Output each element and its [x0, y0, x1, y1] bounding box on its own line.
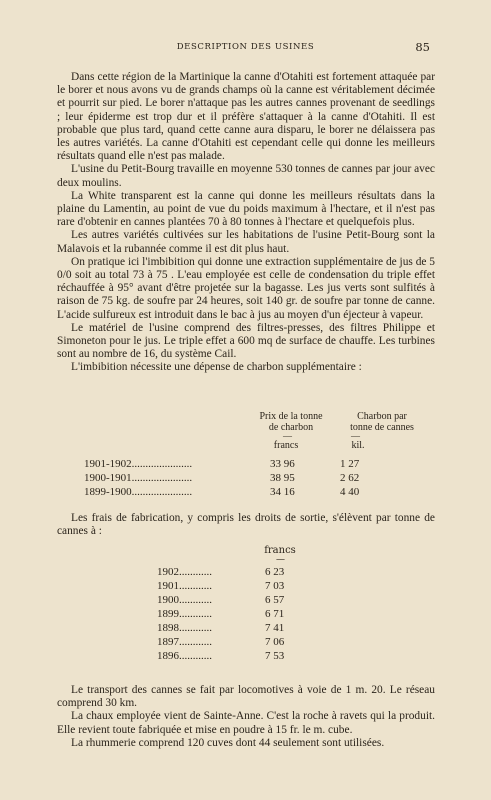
- paragraph: La rhummerie comprend 120 cuves dont 44 seulement sont utilisées.: [71, 736, 385, 749]
- price-cell: 38 95: [270, 472, 295, 484]
- dot-leader: ............: [179, 608, 212, 620]
- year-cell: [157, 580, 212, 593]
- page-number: 85: [415, 40, 430, 54]
- year-label: 1897: [157, 636, 179, 648]
- dot-leader: ............: [179, 636, 212, 648]
- value-cell: 7 41: [265, 622, 285, 634]
- unit-francs: francs: [264, 545, 296, 556]
- year-label: 1896: [157, 650, 179, 662]
- paragraph: Dans cette région de la Martinique la canne d'Otahiti est fortement attaquée par le borer et nous avons vu de grands champs où la canne est véritablement décimée et pourrit sur pied. Le borer n'attaque pas les autres cannes provenant de seedlings ; leur épiderme est trop dur et il préfère s'attaquer à la canne d'Otahiti. Il est probable que plus tard, quand cette canne aura disparu, le borer ne délaissera pas les autres variétés. La canne d'Otahiti est cependant celle qui donne les meilleurs résultats quand elle n'est pas malade.: [57, 71, 435, 163]
- dot-leader: ......................: [131, 486, 193, 498]
- year-cell: [157, 594, 212, 607]
- coal-cell: 2 62: [340, 472, 360, 484]
- running-header: [0, 42, 491, 56]
- rule-mark: —: [276, 555, 285, 565]
- value-cell: 7 06: [265, 636, 285, 648]
- price-cell: 34 16: [270, 486, 295, 498]
- price-cell: 33 96: [270, 458, 295, 470]
- header-line: de charbon: [268, 422, 314, 433]
- paragraph: L'usine du Petit-Bourg travaille en moyenne 530 tonnes de cannes par jour avec deux moulins.: [57, 163, 435, 189]
- closing-text: [57, 684, 435, 750]
- rule-mark: —: [283, 431, 292, 441]
- dot-leader: ............: [179, 580, 212, 592]
- dot-leader: ............: [179, 566, 212, 578]
- coal-cell: 1 27: [340, 458, 360, 470]
- dot-leader: ......................: [131, 472, 193, 484]
- year-cell: [157, 608, 212, 621]
- header-line: tonne de cannes: [350, 422, 414, 433]
- header-line: Charbon par: [357, 411, 407, 422]
- dot-leader: ............: [179, 594, 212, 606]
- paragraph: La White transparent est la canne qui donne les meilleurs résultats dans la plaine du Lamentin, au point de vue du poids maximum à l'hectare, et il n'est pas rare d'obtenir en cannes plantées 70 à 80 tonnes à l'hectare et quelquefois plus.: [57, 189, 435, 229]
- value-cell: 6 57: [265, 594, 285, 606]
- paragraph: La chaux employée vient de Sainte-Anne. C'est la roche à ravets qui la produit. Elle revient toute fabriquée et mise en poudre à 15 fr. le m. cube.: [57, 710, 435, 736]
- paragraph: Le matériel de l'usine comprend des filtres-presses, des filtres Philippe et Simoneton pour le jus. Le triple effet a 600 mq de surface de chauffe. Les turbines sont au nombre de 16, du système Cail.: [57, 321, 435, 361]
- year-cell: [157, 566, 212, 579]
- value-cell: 6 23: [265, 566, 285, 578]
- value-cell: 7 53: [265, 650, 285, 662]
- dot-leader: ......................: [131, 458, 193, 470]
- coal-cell: 4 40: [340, 486, 360, 498]
- paragraph: On pratique ici l'imbibition qui donne une extraction supplémentaire de jus de 5 0/0 soit au total 73 à 75 . L'eau employée est celle de condensation du triple effet réchauffée à 95° avant d'être projetée sur la bagasse. Les jus verts sont sulfités à raison de 75 kg. de soufre par 24 heures, soit 140 gr. de soufre par tonne de canne. L'acide sulfureux est introduit dans le bac à jus au moyen d'un éjecteur à vapeur.: [57, 255, 435, 321]
- column-header-price: [246, 411, 336, 433]
- year-label: 1900-1901: [84, 472, 132, 484]
- paragraph: Le transport des cannes se fait par locomotives à voie de 1 m. 20. Le réseau comprend 30 km.: [57, 684, 435, 710]
- year-label: 1898: [157, 622, 179, 634]
- column-header-coal: [334, 411, 430, 433]
- year-cell: [84, 472, 192, 485]
- year-label: 1900: [157, 594, 179, 606]
- year-label: 1899: [157, 608, 179, 620]
- value-cell: 6 71: [265, 608, 285, 620]
- dot-leader: ............: [179, 650, 212, 662]
- rule-mark: —: [351, 431, 360, 441]
- paragraph: Les frais de fabrication, y compris les droits de sortie, s'élèvent par tonne de cannes à :: [57, 512, 435, 538]
- year-cell: [84, 458, 192, 471]
- year-cell: [157, 622, 212, 635]
- year-cell: [157, 636, 212, 649]
- header-line: Prix de la tonne: [259, 411, 323, 422]
- paragraph: L'imbibition nécessite une dépense de charbon supplémentaire :: [71, 361, 362, 374]
- year-label: 1901: [157, 580, 179, 592]
- body-text: [57, 71, 435, 375]
- unit-francs: francs: [273, 440, 299, 451]
- costs-intro-block: [57, 512, 435, 538]
- year-cell: [84, 486, 192, 499]
- year-label: 1902: [157, 566, 179, 578]
- header-title: DESCRIPTION DES USINES: [176, 42, 315, 52]
- year-label: 1899-1900: [84, 486, 132, 498]
- unit-kil: kil.: [351, 440, 365, 451]
- paragraph: Les autres variétés cultivées sur les habitations de l'usine Petit-Bourg sont la Malavois et la rubannée comme il est dit plus haut.: [57, 229, 435, 255]
- value-cell: 7 03: [265, 580, 285, 592]
- year-cell: [157, 650, 212, 663]
- year-label: 1901-1902: [84, 458, 132, 470]
- dot-leader: ............: [179, 622, 212, 634]
